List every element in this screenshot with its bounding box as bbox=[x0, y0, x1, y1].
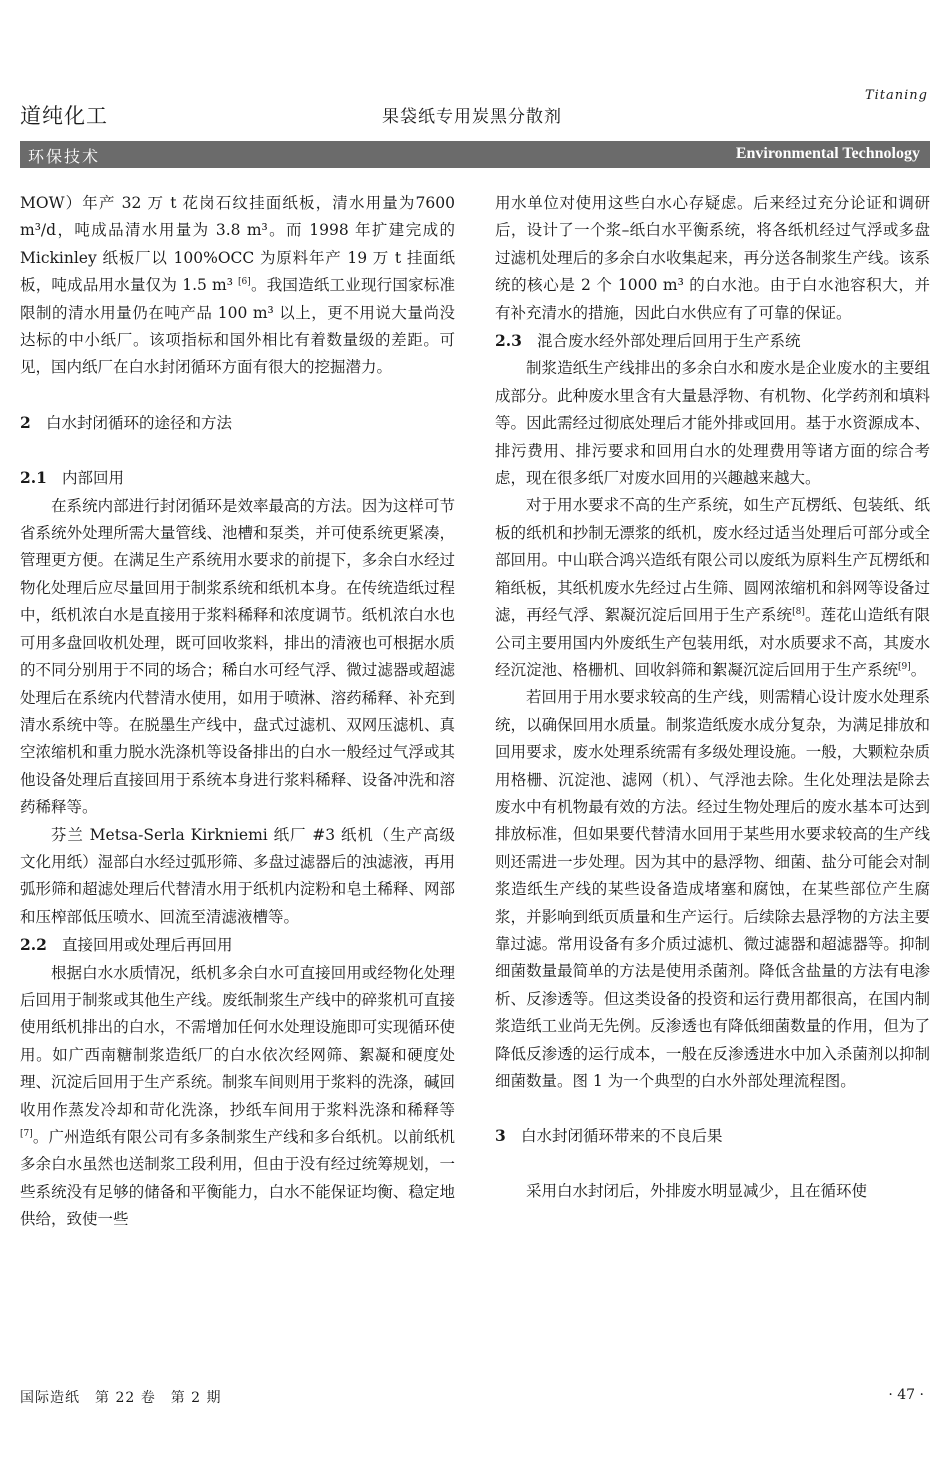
banner-label-english: Environmental Technology bbox=[735, 145, 920, 162]
citation: [8] bbox=[792, 606, 805, 617]
paragraph-text: 。莲花山造纸有限公司主要用国内外废纸生产包装用纸，对水质要求不高，其废水经沉淀池、格栅机、回收斜筛和絮凝沉淀后回用于生产系统 bbox=[495, 606, 930, 679]
paragraph: 采用白水封闭后，外排废水明显减少，且在循环使 bbox=[526, 1181, 868, 1200]
paragraph bbox=[20, 960, 455, 1234]
header-title: 果袋纸专用炭黑分散剂 bbox=[382, 107, 562, 127]
paragraph bbox=[20, 190, 455, 382]
banner-label-chinese: 环保技术 bbox=[28, 147, 101, 166]
header-logo: Titaning bbox=[864, 88, 928, 103]
section-number: 2.2 bbox=[20, 935, 47, 955]
paragraph: 用水单位对使用这些白水心存疑虑。后来经过充分论证和调研后，设计了一个浆–纸白水平衡系统，将各纸机经过气浮或多盘过滤机处理后的多余白水收集起来，再分送各制浆生产线。该系统的核心是 2 个 1000 m³ 的白水池。由于白水池容积大，并有补充清水的措施，因此白水供应有了可靠的保证。 bbox=[495, 194, 930, 322]
section-number: 2.1 bbox=[20, 468, 47, 488]
section-banner bbox=[20, 141, 930, 168]
citation: [6] bbox=[238, 277, 251, 288]
section-title: 混合废水经外部处理后回用于生产系统 bbox=[537, 332, 801, 351]
section-heading bbox=[495, 1122, 930, 1150]
paragraph-text: MOW）年产 32 万 t 花岗石纹挂面纸板，清水用量为7600 m³/d，吨成品清水用量为 3.8 m³。而 1998 年扩建完成的 Mickinley 纸板厂以 100%OCC 为原料年产 19 万 t 挂面纸板，吨成品用水量仅为 1.5 m³ bbox=[20, 194, 455, 295]
paragraph: 制浆造纸生产线排出的多余白水和废水是企业废水的主要组成部分。此种废水里含有大量悬浮物、有机物、化学药剂和填料等。因此需经过彻底处理后才能外排或回用。基于水资源成本、排污费用、排污要求和回用白水的处理费用等诸方面的综合考虑，现在很多纸厂对废水回用的兴趣越来越大。 bbox=[495, 359, 930, 488]
section-number: 3 bbox=[495, 1126, 506, 1146]
right-column bbox=[495, 190, 930, 1205]
subsection-heading bbox=[20, 464, 455, 492]
paragraph-text: 。 bbox=[910, 660, 927, 679]
left-column bbox=[20, 190, 455, 1234]
section-number: 2.3 bbox=[495, 331, 522, 351]
section-title: 白水封闭循环带来的不良后果 bbox=[521, 1127, 723, 1146]
subsection-heading bbox=[495, 327, 930, 355]
section-heading bbox=[20, 409, 455, 437]
paragraph-text: 。我国造纸工业现行国家标准限制的清水用量仍在吨产品 100 m³ 以上，更不用说大量尚没达标的中小纸厂。该项指标和国外相比有着数量级的差距。可见，国内纸厂在白水封闭循环方面有很大的挖掘潜力。 bbox=[20, 276, 455, 377]
paragraph: 若回用于用水要求较高的生产线，则需精心设计废水处理系统，以确保回用水质量。制浆造纸废水成分复杂，为满足排放和回用要求，废水处理系统需有多级处理设施。一般，大颗粒杂质用格栅、沉淀池、滤网（机）、气浮池去除。生化处理法是除去废水中有机物最有效的方法。经过生物处理后的废水基本可达到排放标准，但如果要代替清水回用于某些用水要求较高的生产线则还需进一步处理。因为其中的悬浮物、细菌、盐分可能会对制浆造纸生产线的某些设备造成堵塞和腐蚀，在某些部位产生腐浆，并影响到纸页质量和生产运行。后续除去悬浮物的方法主要靠过滤。常用设备有多介质过滤机、微过滤器和超滤器等。抑制细菌数量最简单的方法是使用杀菌剂。降低含盐量的方法有电渗析、反渗透等。但这类设备的投资和运行费用都很高，在国内制浆造纸工业尚无先例。反渗透也有降低细菌数量的作用，但为了降低反渗透的运行成本，一般在反渗透进水中加入杀菌剂以抑制细菌数量。图 1 为一个典型的白水外部处理流程图。 bbox=[495, 688, 930, 1090]
citation: [7] bbox=[20, 1128, 33, 1139]
subsection-heading bbox=[20, 931, 455, 959]
section-number: 2 bbox=[20, 412, 31, 432]
paragraph-text: 。广州造纸有限公司有多条制浆生产线和多台纸机。以前纸机多余白水虽然也送制浆工段利用，但由于没有经过统筹规划，一些系统没有足够的储备和平衡能力，白水不能保证均衡、稳定地供给，致使一些 bbox=[20, 1128, 455, 1229]
section-title: 白水封闭循环的途径和方法 bbox=[46, 413, 233, 432]
section-title: 内部回用 bbox=[62, 469, 125, 488]
footer-journal: 国际造纸 第 22 卷 第 2 期 bbox=[20, 1390, 222, 1406]
page-number: · 47 · bbox=[888, 1387, 924, 1403]
citation: [9] bbox=[898, 661, 911, 672]
paragraph: 在系统内部进行封闭循环是效率最高的方法。因为这样可节省系统外处理所需大量管线、池槽和泵类，并可使系统更紧凑，管理更方便。在满足生产系统用水要求的前提下，多余白水经过物化处理后应尽量回用于制浆系统和纸机本身。在传统造纸过程中，纸机浓白水是直接用于浆料稀释和浓度调节。纸机浓白水也可用多盘回收机处理，既可回收浆料，排出的清液也可根据水质的不同分别用于不同的场合；稀白水可经气浮、微过滤器或超滤处理后在系统内代替清水使用，如用于喷淋、溶药稀释、补充到清水系统中等。在脱墨生产线中，盘式过滤机、双网压滤机、真空浓缩机和重力脱水洗涤机等设备排出的白水一般经过气浮或其他设备处理后直接回用于系统本身进行浆料稀释、设备冲洗和溶药稀释等。 bbox=[20, 496, 455, 817]
paragraph bbox=[495, 492, 930, 684]
section-title: 直接回用或处理后再回用 bbox=[62, 936, 233, 955]
header-brand: 道纯化工 bbox=[20, 104, 108, 128]
paragraph: 芬兰 Metsa-Serla Kirkniemi 纸厂 #3 纸机（生产高级文化用纸）湿部白水经过弧形筛、多盘过滤器后的浊滤液，再用弧形筛和超滤处理后代替清水用于纸机内淀粉和皂土稀释、网部和压榨部低压喷水、回流至清滤液槽等。 bbox=[20, 825, 455, 926]
paragraph-text: 根据白水水质情况，纸机多余白水可直接回用或经物化处理后回用于制浆或其他生产线。废纸制浆生产线中的碎浆机可直接使用纸机排出的白水，不需增加任何水处理设施即可实现循环使用。如广西南糖制浆造纸厂的白水依次经网筛、絮凝和硬度处理、沉淀后回用于生产系统。制浆车间则用于浆料的洗涤，碱回收用作蒸发冷却和苛化洗涤，抄纸车间用于浆料洗涤和稀释等 bbox=[20, 963, 455, 1119]
paragraph-text: 对于用水要求不高的生产系统，如生产瓦楞纸、包装纸、纸板的纸机和抄制无漂浆的纸机，废水经过适当处理后可部分或全部回用。中山联合鸿兴造纸有限公司以废纸为原料生产瓦楞纸和箱纸板，其纸机废水先经过占生筛、圆网浓缩机和斜网等设备过滤，再经气浮、絮凝沉淀后回用于生产系统 bbox=[495, 496, 930, 625]
